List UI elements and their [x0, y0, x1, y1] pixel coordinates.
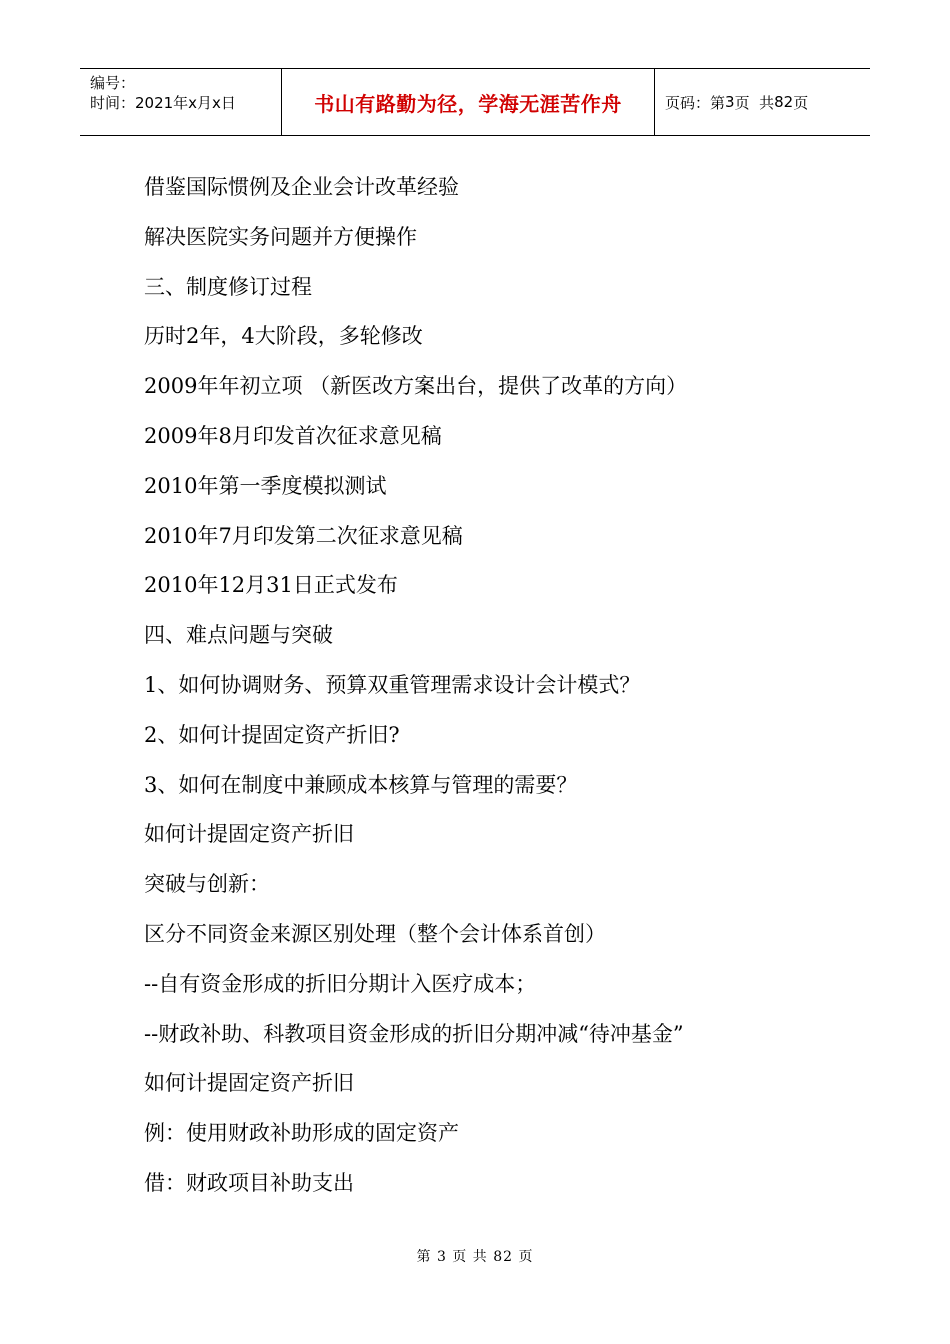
page-mid: 页 共: [734, 93, 775, 112]
body-line: 借：财政项目补助支出: [144, 1170, 354, 1195]
page-prefix: 页码：第: [665, 93, 726, 112]
body-line: 突破与创新：: [144, 872, 270, 897]
body-line: 解决医院实务问题并方便操作: [144, 224, 417, 249]
body-line: 如何计提固定资产折旧: [144, 822, 354, 847]
body-line: 2010年7月印发第二次征求意见稿: [144, 523, 463, 548]
header-motto: 书山有路勤为径，学海无涯苦作舟: [282, 69, 655, 135]
body-line: 1、如何协调财务、预算双重管理需求设计会计模式？: [144, 672, 641, 697]
section-heading: 四、难点问题与突破: [144, 623, 333, 648]
page-header: [80, 68, 870, 136]
header-meta: [80, 69, 282, 135]
page-number: 3: [725, 93, 735, 111]
body-line: 例：使用财政补助形成的固定资产: [144, 1121, 459, 1146]
body-line: 借鉴国际惯例及企业会计改革经验: [144, 175, 459, 199]
body-line: 历时2年，4大阶段，多轮修改: [144, 324, 423, 349]
body-line: 2009年8月印发首次征求意见稿: [144, 423, 442, 448]
body-line: 如何计提固定资产折旧: [144, 1071, 354, 1096]
body-line: --财政补助、科教项目资金形成的折旧分期冲减“待冲基金”: [144, 1021, 684, 1046]
header-page-info: [655, 69, 870, 135]
doc-date: 时间：2021年x月x日: [90, 94, 236, 112]
doc-number-label: 编号：: [90, 74, 136, 92]
section-heading: 三、制度修订过程: [144, 274, 312, 299]
body-line: 3、如何在制度中兼顾成本核算与管理的需要？: [144, 772, 578, 797]
page-total: 82: [774, 93, 794, 111]
body-line: 2010年第一季度模拟测试: [144, 473, 387, 498]
body-line: 2010年12月31日正式发布: [144, 573, 398, 598]
body-line: --自有资金形成的折旧分期计入医疗成本；: [144, 971, 537, 996]
body-line: 2009年年初立项 （新医改方案出台，提供了改革的方向）: [144, 374, 688, 399]
page-footer: 第 3 页 共 82 页: [416, 1249, 534, 1265]
body-line: 区分不同资金来源区别处理（整个会计体系首创）: [144, 921, 606, 946]
document-body: [144, 163, 844, 1209]
page-suffix: 页: [793, 93, 809, 112]
body-line: 2、如何计提固定资产折旧?: [144, 722, 400, 747]
